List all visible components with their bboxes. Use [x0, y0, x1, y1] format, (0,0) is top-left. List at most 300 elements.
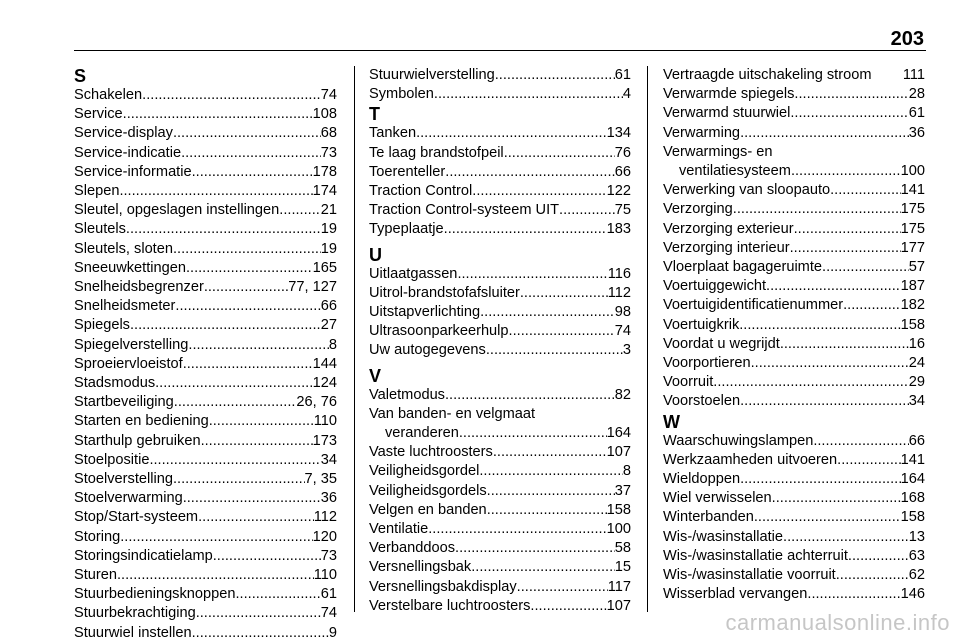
- index-entry: [74, 412, 337, 431]
- dot-leader: [754, 508, 901, 527]
- index-entry-label: Typeplaatje: [369, 221, 444, 238]
- index-entry: [74, 201, 337, 220]
- index-entry-label: Voordat u wegrijdt: [663, 335, 780, 352]
- index-entry-page: 173: [312, 432, 337, 449]
- dot-leader: [837, 451, 900, 470]
- index-entry-label: Van banden- en velgmaat: [369, 405, 536, 422]
- index-entry: [369, 520, 631, 539]
- index-entry-label: Symbolen: [369, 86, 434, 103]
- dot-leader: [487, 501, 607, 520]
- index-entry-label: Verstelbare luchtroosters: [369, 597, 531, 614]
- index-entry-page: 175: [900, 201, 925, 218]
- dot-leader: [530, 597, 606, 616]
- index-entry-page: 124: [312, 375, 337, 392]
- dot-leader: [279, 201, 320, 220]
- index-entry-page: 26, 76: [296, 394, 337, 411]
- index-entry-continuation: veranderen: [385, 425, 459, 442]
- dot-leader: [457, 265, 607, 284]
- index-entry-label: Te laag brandstofpeil: [369, 144, 504, 161]
- index-entry-page: 183: [606, 221, 631, 238]
- index-entry-page: 16: [908, 335, 925, 352]
- index-entry-label: Stuurbekrachtiging: [74, 605, 196, 622]
- index-letter-heading: V: [369, 365, 382, 386]
- index-entry-label: Uw autogegevens: [369, 342, 486, 359]
- index-entry: [663, 316, 925, 335]
- index-entry: [74, 624, 337, 643]
- dot-leader: [183, 489, 321, 508]
- index-entry-page: 175: [900, 220, 925, 237]
- dot-leader: [186, 259, 313, 278]
- index-entry: [663, 470, 925, 489]
- index-entry-page: 82: [614, 386, 631, 403]
- dot-leader: [766, 277, 901, 296]
- index-entry-page: 66: [908, 432, 925, 449]
- dot-leader: [175, 297, 320, 316]
- index-entry-label: Veiligheidsgordels: [369, 482, 487, 499]
- dot-leader: [794, 85, 908, 104]
- dot-leader: [480, 303, 615, 322]
- index-entry: [663, 239, 925, 258]
- index-entry-page: 21: [320, 202, 337, 219]
- index-entry-label: Service: [74, 106, 123, 123]
- index-entry: [663, 181, 925, 200]
- dot-leader: [807, 585, 900, 604]
- dot-leader: [235, 585, 320, 604]
- index-entry: [663, 220, 925, 239]
- index-entry: [663, 162, 925, 181]
- dot-leader: [213, 547, 321, 566]
- index-entry-label: Waarschuwingslampen: [663, 432, 814, 449]
- index-entry-page: 107: [606, 597, 631, 614]
- index-entry-label: Voertuiggewicht: [663, 278, 767, 295]
- index-entry: [369, 303, 631, 322]
- index-entry-page: 62: [908, 567, 925, 584]
- index-entry-page: 116: [607, 265, 631, 282]
- index-entry-label: Spiegelverstelling: [74, 336, 189, 353]
- index-entry-label: Veiligheidsgordel: [369, 463, 480, 480]
- index-entry-page: 112: [607, 284, 631, 301]
- index-entry-label: Sproeiervloeistof: [74, 355, 183, 372]
- index-entry: [663, 373, 925, 392]
- index-entry-page: 58: [614, 540, 631, 557]
- dot-leader: [444, 220, 607, 239]
- index-entry: [663, 528, 925, 547]
- index-entry-page: 110: [313, 413, 337, 430]
- dot-leader: [198, 508, 314, 527]
- index-entry: [369, 85, 631, 104]
- index-entry-label: Sleutels: [74, 221, 126, 238]
- index-entry-label: Uitstapverlichting: [369, 304, 481, 321]
- index-entry-label: Wisserblad vervangen: [663, 586, 808, 603]
- index-entry-label: Versnellingsbak: [369, 559, 472, 576]
- index-entry-page: 4: [622, 86, 631, 103]
- dot-leader: [196, 604, 321, 623]
- dot-leader: [486, 341, 623, 360]
- index-entry: [74, 489, 337, 508]
- index-entry-page: 27: [320, 317, 337, 334]
- dot-leader: [713, 373, 908, 392]
- index-entry-label: Traction Control: [369, 183, 473, 200]
- dot-leader: [520, 284, 608, 303]
- index-entry: [74, 259, 337, 278]
- dot-leader: [428, 520, 606, 539]
- index-entry: [663, 508, 925, 527]
- index-entry-label: Wis-/wasinstallatie voorruit: [663, 567, 836, 584]
- index-entry: [74, 355, 337, 374]
- dot-leader: [192, 624, 329, 643]
- dot-leader: [455, 539, 615, 558]
- index-entry-label: Wis-/wasinstallatie: [663, 528, 784, 545]
- dot-leader: [445, 163, 615, 182]
- index-entry-page: 36: [320, 490, 337, 507]
- index-entry-page: 117: [607, 578, 631, 595]
- dot-leader: [472, 182, 606, 201]
- index-entry-page: 36: [908, 124, 925, 141]
- index-entry: [663, 354, 925, 373]
- dot-leader: [790, 104, 908, 123]
- index-entry-label: Voertuigkrik: [663, 316, 740, 333]
- index-entry-label: Verwerking van sloopauto: [663, 182, 831, 199]
- index-entry-page: 158: [606, 501, 631, 518]
- index-letter-heading: T: [369, 104, 380, 125]
- dot-leader: [173, 124, 321, 143]
- index-entry-page: 120: [312, 528, 337, 545]
- index-entry-label: Voorstoelen: [663, 393, 741, 410]
- dot-leader: [822, 258, 909, 277]
- dot-leader: [740, 392, 909, 411]
- dot-leader: [123, 105, 313, 124]
- dot-leader: [740, 124, 909, 143]
- dot-leader: [783, 528, 909, 547]
- index-entry: [369, 539, 631, 558]
- header-rule: [74, 50, 926, 51]
- index-entry-page: 107: [606, 444, 631, 461]
- index-entry-label: Stadsmodus: [74, 375, 156, 392]
- column-divider: [354, 66, 355, 612]
- index-entry-page: 112: [313, 509, 337, 526]
- index-entry-page: 168: [900, 490, 925, 507]
- dot-leader: [117, 566, 314, 585]
- index-entry-page: 15: [614, 559, 631, 576]
- index-entry: [74, 451, 337, 470]
- index-letter-heading: S: [74, 66, 87, 86]
- dot-leader: [836, 566, 909, 585]
- index-entry-page: 3: [622, 342, 631, 359]
- dot-leader: [848, 547, 909, 566]
- dot-leader: [780, 335, 909, 354]
- index-entry-page: 164: [606, 425, 631, 442]
- index-entry: [369, 265, 631, 284]
- dot-leader: [479, 462, 623, 481]
- index-entry-page: 8: [328, 336, 337, 353]
- index-column-3: [663, 66, 925, 604]
- index-entry-label: Stuurwiel instellen: [74, 624, 192, 641]
- column-divider: [647, 66, 648, 612]
- index-entry: [663, 104, 925, 123]
- index-entry: [74, 432, 337, 451]
- index-entry-label: Sleutels, sloten: [74, 240, 173, 257]
- index-entry: [369, 424, 631, 443]
- index-entry-label: Wis-/wasinstallatie achterruit: [663, 547, 848, 564]
- index-entry-label: Storing: [74, 528, 121, 545]
- index-entry-page: 165: [312, 259, 337, 276]
- index-entry: [369, 66, 631, 85]
- dot-leader: [209, 412, 314, 431]
- index-entry-label: Snelheidsmeter: [74, 298, 176, 315]
- index-entry: [663, 258, 925, 277]
- dot-leader: [791, 162, 901, 181]
- dot-leader: [173, 470, 305, 489]
- index-entry-label: Wieldoppen: [663, 471, 741, 488]
- index-entry-page: 74: [320, 605, 337, 622]
- index-entry-label: Starten en bediening: [74, 413, 209, 430]
- index-entry-page: 141: [900, 451, 925, 468]
- index-entry-page: 76: [614, 144, 631, 161]
- dot-leader: [504, 144, 615, 163]
- index-entry: [663, 451, 925, 470]
- index-entry: [74, 393, 337, 412]
- dot-leader: [434, 85, 623, 104]
- dot-leader: [183, 355, 313, 374]
- index-entry: [74, 547, 337, 566]
- index-entry-page: 158: [900, 316, 925, 333]
- index-entry-page: 66: [614, 163, 631, 180]
- index-entry-label: Verzorging exterieur: [663, 220, 794, 237]
- dot-leader: [192, 163, 313, 182]
- index-entry-label: Spiegels: [74, 317, 130, 334]
- index-entry: [369, 558, 631, 577]
- index-entry-label: Stuurwielverstelling: [369, 67, 495, 83]
- index-entry: [369, 501, 631, 520]
- index-entry: [369, 201, 631, 220]
- dot-leader: [155, 374, 313, 393]
- dot-leader: [119, 182, 312, 201]
- dot-leader: [772, 489, 901, 508]
- index-entry-label: Wiel verwisselen: [663, 490, 772, 507]
- index-entry-page: 100: [900, 163, 925, 180]
- index-entry-label: Verbanddoos: [369, 540, 456, 557]
- index-entry: [74, 566, 337, 585]
- index-entry-label: Stuurbedieningsknoppen: [74, 586, 236, 603]
- dot-leader: [517, 578, 608, 597]
- index-entry-label: Vertraagde uitschakeling stroom: [663, 67, 872, 83]
- index-entry-page: 9: [328, 624, 337, 641]
- index-entry-page: 19: [320, 221, 337, 238]
- index-entry-label: Verzorging interieur: [663, 239, 790, 256]
- index-entry-continuation: ventilatiesysteem: [679, 163, 791, 180]
- index-entry: [663, 66, 925, 85]
- index-entry-label: Sturen: [74, 567, 117, 584]
- index-entry-page: 73: [320, 144, 337, 161]
- dot-leader: [830, 181, 901, 200]
- index-entry-page: 7, 35: [304, 471, 337, 488]
- index-entry-page: 100: [606, 521, 631, 538]
- index-entry: [74, 124, 337, 143]
- index-entry-label: Service-indicatie: [74, 144, 182, 161]
- index-entry: [663, 489, 925, 508]
- dot-leader: [495, 66, 615, 85]
- index-entry: [74, 144, 337, 163]
- index-entry-page: 61: [614, 67, 631, 83]
- index-entry-page: 174: [312, 183, 337, 200]
- index-entry-label: Winterbanden: [663, 509, 754, 526]
- dot-leader: [445, 386, 615, 405]
- index-entry: [663, 124, 925, 143]
- index-entry-page: 141: [900, 182, 925, 199]
- index-entry: [663, 277, 925, 296]
- index-entry-page: 63: [908, 547, 925, 564]
- dot-leader: [173, 240, 321, 259]
- index-entry: [369, 341, 631, 360]
- index-entry: [663, 200, 925, 219]
- index-entry-page: 74: [320, 87, 337, 103]
- index-entry-label: Verwarming: [663, 124, 741, 141]
- index-entry: [74, 86, 337, 105]
- watermark: carmanualsonline.info: [725, 610, 950, 635]
- dot-leader: [126, 220, 321, 239]
- index-entry-page: 28: [908, 86, 925, 103]
- index-entry-label: Werkzaamheden uitvoeren: [663, 451, 838, 468]
- index-entry-page: 122: [606, 183, 631, 200]
- index-entry-page: 19: [320, 240, 337, 257]
- dot-leader: [174, 393, 297, 412]
- index-entry-page: 144: [312, 355, 337, 372]
- dot-leader: [130, 316, 321, 335]
- index-entry: [663, 585, 925, 604]
- index-entry: [74, 163, 337, 182]
- index-entry-page: 61: [908, 105, 925, 122]
- index-entry-page: 158: [900, 509, 925, 526]
- index-entry-page: 61: [320, 586, 337, 603]
- index-entry: [74, 336, 337, 355]
- index-entry-label: Verwarmings- en: [663, 143, 773, 160]
- dot-leader: [733, 200, 901, 219]
- index-entry: [369, 386, 631, 405]
- dot-leader: [149, 451, 320, 470]
- dot-leader: [188, 336, 328, 355]
- index-entry: [663, 566, 925, 585]
- dot-leader: [471, 558, 615, 577]
- index-entry-page: 146: [900, 586, 925, 603]
- index-entry: [74, 297, 337, 316]
- index-entry: [369, 144, 631, 163]
- index-entry: [74, 240, 337, 259]
- index-entry: [74, 528, 337, 547]
- index-entry: [663, 432, 925, 451]
- index-entry-page: 187: [900, 278, 925, 295]
- index-entry-page: 178: [312, 163, 337, 180]
- index-entry-label: Service-display: [74, 125, 173, 142]
- page-number: 203: [890, 28, 924, 50]
- dot-leader: [559, 201, 615, 220]
- index-entry-label: Toerenteller: [369, 163, 446, 180]
- index-entry-page: 24: [908, 355, 925, 372]
- index-entry: [369, 443, 631, 462]
- index-entry-page: 29: [908, 374, 925, 391]
- index-entry-page: 37: [614, 482, 631, 499]
- dot-leader: [181, 144, 321, 163]
- dot-leader: [751, 354, 909, 373]
- index-entry-page: 34: [320, 451, 337, 468]
- index-entry: [74, 585, 337, 604]
- index-entry-label: Stop/Start-systeem: [74, 509, 199, 526]
- index-entry-page: 57: [908, 259, 925, 276]
- index-entry: [74, 278, 337, 297]
- index-entry-label: Stoelverstelling: [74, 471, 173, 488]
- index-entry-label: Voorportieren: [663, 355, 751, 372]
- index-entry: [663, 392, 925, 411]
- index-entry: [369, 163, 631, 182]
- index-entry-page: 68: [320, 125, 337, 142]
- index-column-2: [369, 66, 631, 616]
- index-entry-page: 164: [900, 471, 925, 488]
- index-entry-page: 182: [900, 297, 925, 314]
- index-entry-label: Sleutel, opgeslagen instellingen: [74, 202, 280, 219]
- index-entry-label: Sneeuwkettingen: [74, 259, 186, 276]
- index-entry-page: 74: [614, 323, 631, 340]
- index-entry-page: 77, 127: [288, 279, 337, 296]
- index-entry-page: 75: [614, 202, 631, 219]
- dot-leader: [493, 443, 607, 462]
- dot-leader: [120, 528, 312, 547]
- index-entry: [369, 482, 631, 501]
- index-entry-label: Vaste luchtroosters: [369, 444, 493, 461]
- index-entry-label: Uitlaatgassen: [369, 265, 458, 282]
- index-letter-heading: W: [663, 411, 680, 432]
- index-entry-label: Schakelen: [74, 87, 143, 103]
- index-entry-label: Stoelverwarming: [74, 490, 183, 507]
- index-entry-label: Ultrasoonparkeerhulp: [369, 323, 509, 340]
- dot-leader: [790, 239, 901, 258]
- index-entry-page: 34: [908, 393, 925, 410]
- index-entry-page: 13: [908, 528, 925, 545]
- index-entry: [663, 296, 925, 315]
- index-entry-page: 108: [312, 106, 337, 123]
- index-entry: [663, 85, 925, 104]
- dot-leader: [487, 482, 615, 501]
- dot-leader: [142, 86, 321, 105]
- index-entry-label: Verwarmde spiegels: [663, 86, 795, 103]
- index-entry-page: 8: [622, 463, 631, 480]
- dot-leader: [740, 470, 901, 489]
- index-entry: [74, 604, 337, 623]
- index-entry-label: Valetmodus: [369, 386, 445, 403]
- index-entry-label: Traction Control-systeem UIT: [369, 202, 560, 219]
- index-entry-label: Ventilatie: [369, 521, 429, 538]
- index-entry-page: 98: [614, 304, 631, 321]
- index-entry-label: Snelheidsbegrenzer: [74, 279, 204, 296]
- dot-leader: [204, 278, 288, 297]
- index-entry: [369, 220, 631, 239]
- index-entry-page: 110: [313, 567, 337, 584]
- index-entry: [74, 508, 337, 527]
- index-entry: [74, 220, 337, 239]
- index-entry: [74, 316, 337, 335]
- index-entry-page: 177: [900, 239, 925, 256]
- index-entry-label: Startbeveiliging: [74, 394, 174, 411]
- index-entry-page: 111: [902, 67, 925, 83]
- index-entry-label: Versnellingsbakdisplay: [369, 578, 517, 595]
- index-entry-label: Voertuigidentificatienummer: [663, 297, 844, 314]
- dot-leader: [794, 220, 901, 239]
- index-entry: [74, 182, 337, 201]
- index-entry-page: 73: [320, 547, 337, 564]
- index-entry-label: Verwarmd stuurwiel: [663, 105, 791, 122]
- dot-leader: [843, 296, 901, 315]
- index-entry-label: Starthulp gebruiken: [74, 432, 201, 449]
- index-entry-label: Voorruit: [663, 374, 714, 391]
- index-entry-label: Service-informatie: [74, 163, 192, 180]
